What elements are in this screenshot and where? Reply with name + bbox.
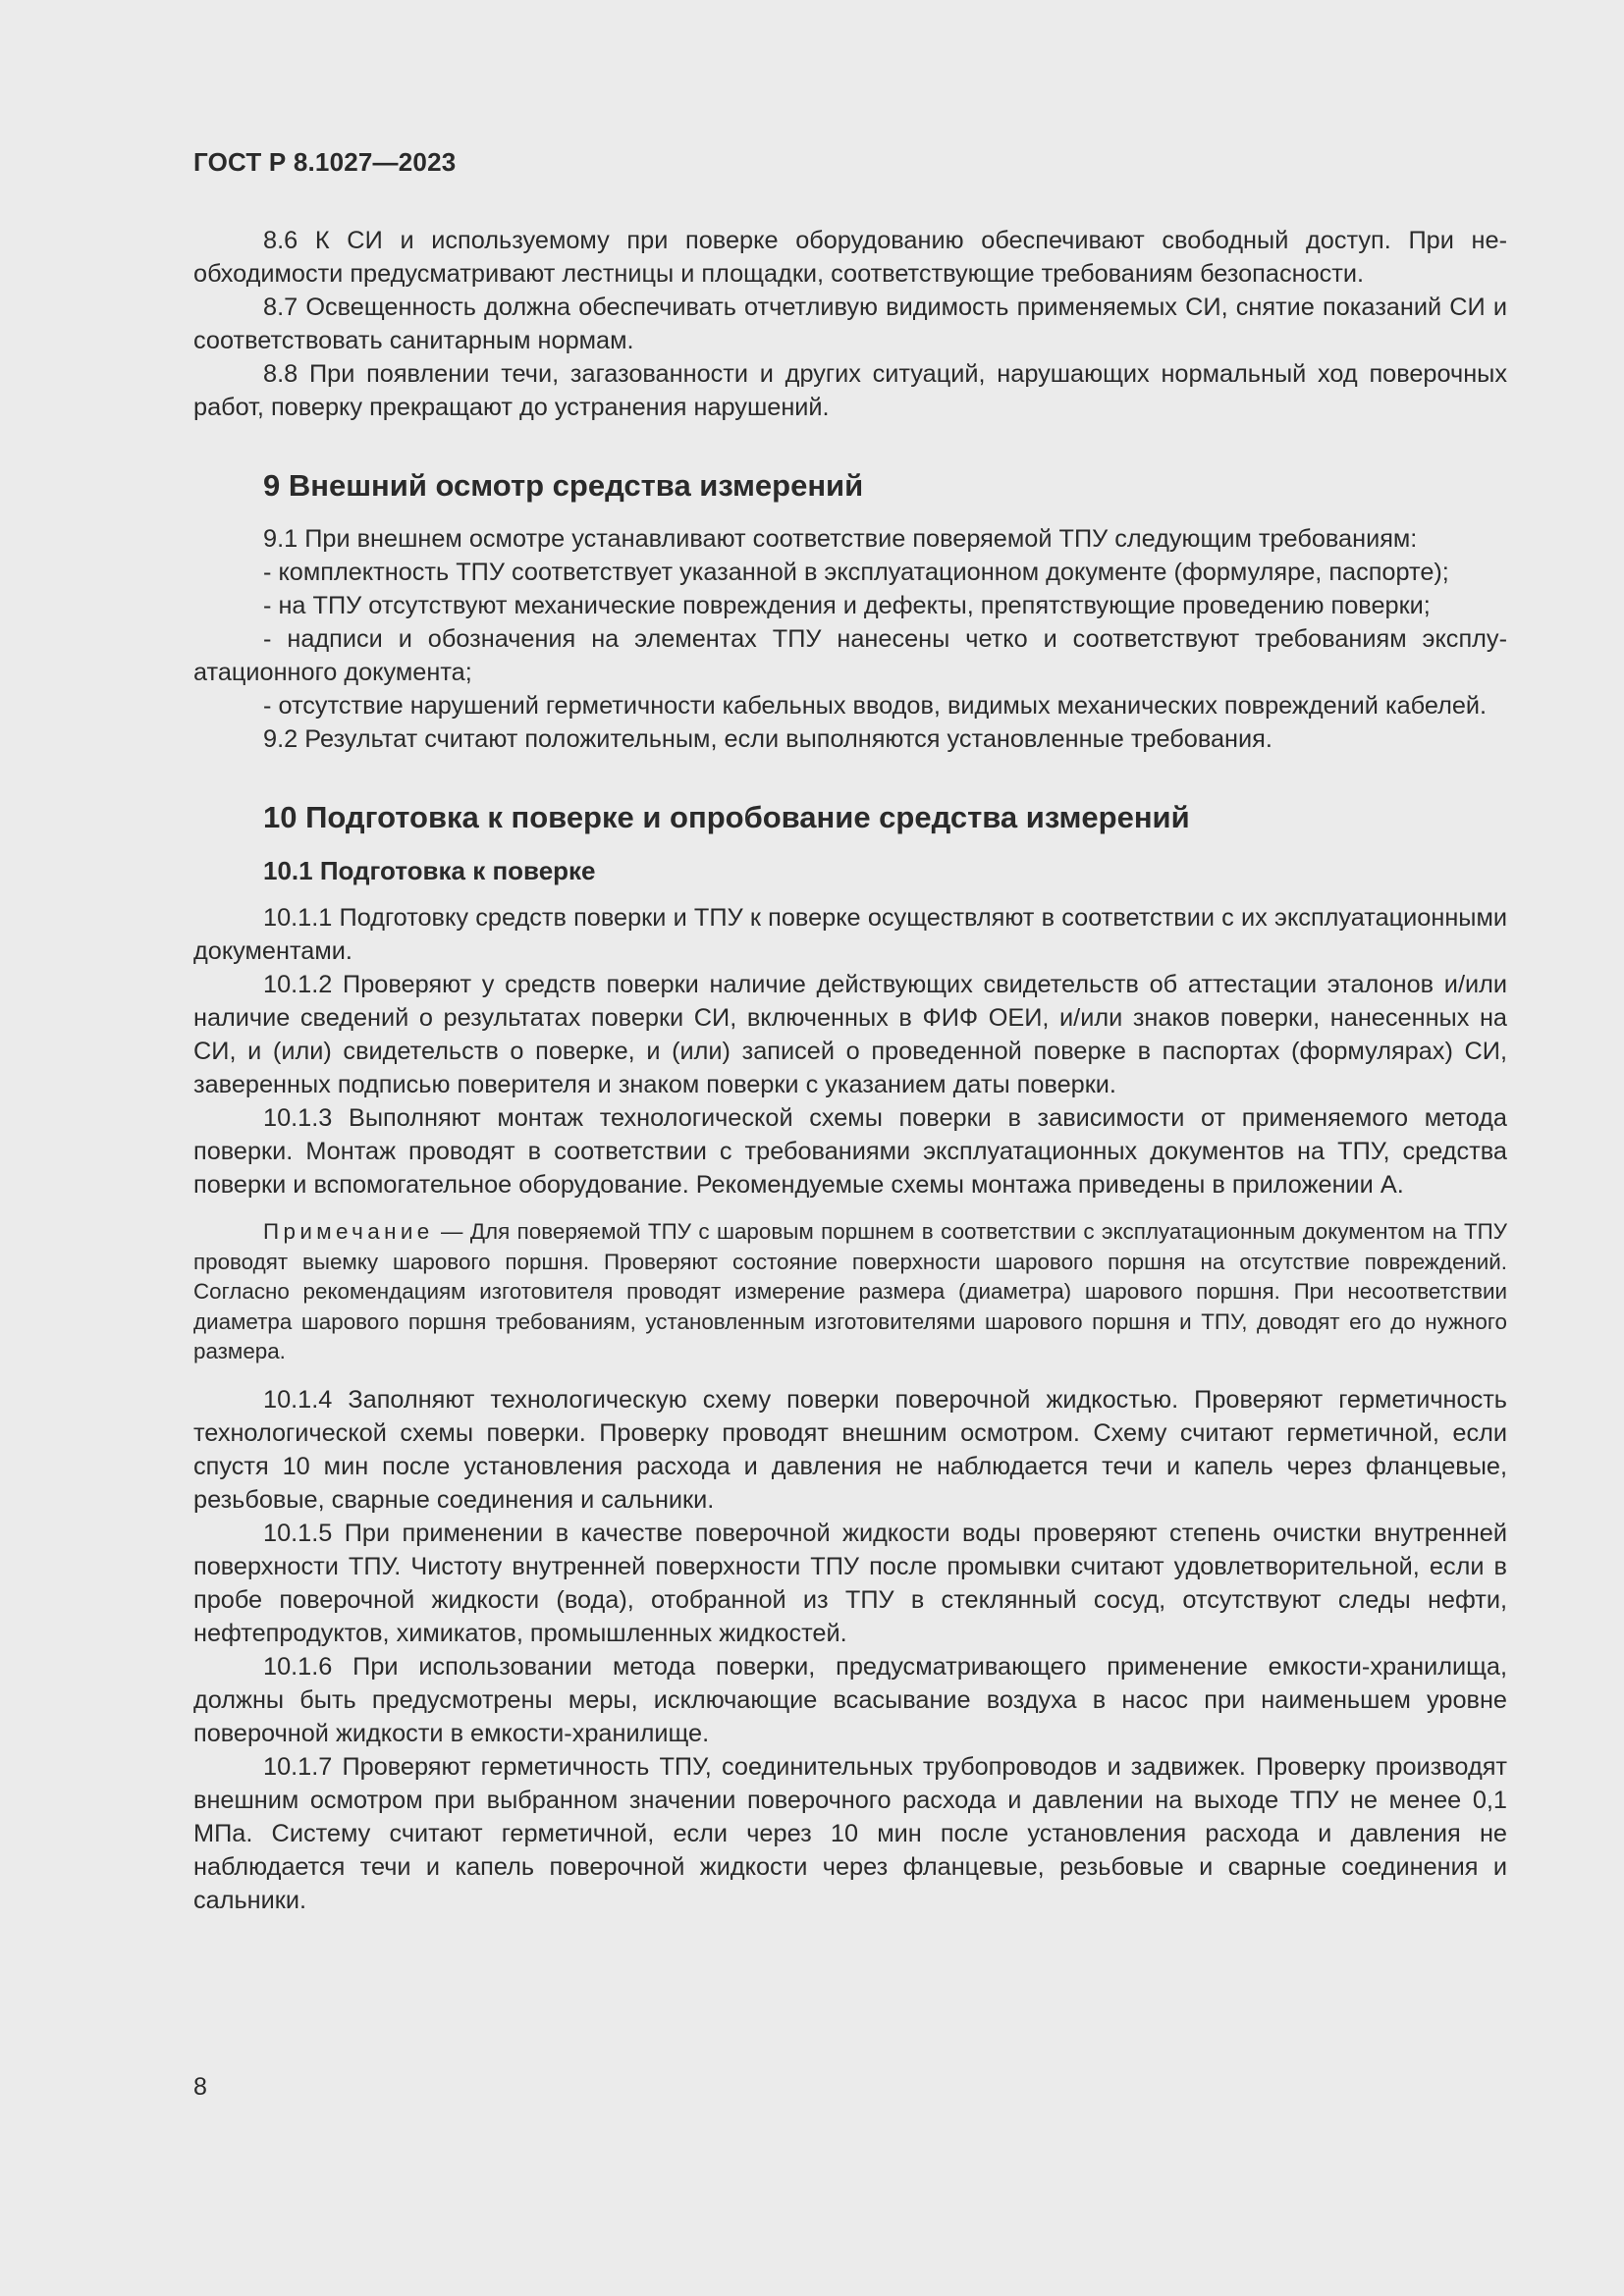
paragraph-10-1-2: 10.1.2 Проверяют у средств поверки наличие действующих свидетельств об аттестации эталонов и/или наличие сведений о результатах поверки СИ, включенных в ФИФ ОЕИ, и/или знаков поверки, нанесенных на СИ, и (или) свидетельств о поверке, и (или) записей о проведенной поверке в паспортах (формулярах) СИ, заверенных подписью поверителя и знаком поверки с указанием даты поверки. xyxy=(193,971,1507,1098)
paragraph-9-1: 9.1 При внешнем осмотре устанавливают соответствие поверяемой ТПУ следующим требованиям: xyxy=(263,525,1418,553)
paragraph-10-1-1: 10.1.1 Подготовку средств поверки и ТПУ к поверке осуществляют в соответствии с их эксплуатационными документами. xyxy=(193,904,1507,965)
list-item-9-1-damage: - на ТПУ отсутствуют механические повреждения и дефекты, препятствующие проведению поверки; xyxy=(263,592,1431,619)
paragraph-10-1-6: 10.1.6 При использовании метода поверки, предусматривающего применение емкости-хранилища, должны быть предусмотрены меры, исключающие всасывание воздуха в насос при наименьшем уровне поверочной жидкости в емкости-хранилище. xyxy=(193,1652,1507,1747)
page-content xyxy=(193,224,1507,1917)
paragraph-10-1-3: 10.1.3 Выполняют монтаж технологической схемы поверки в зависимости от применяемого метода поверки. Монтаж проводят в соответствии с требованиями эксплуатационных документов на ТПУ, средства поверки и вспомогательное оборудование. Рекомендуемые схемы монтажа приведены в приложении А. xyxy=(193,1104,1507,1199)
list-item-9-1-sealing: - отсутствие нарушений герметичности кабельных вводов, видимых механических повреждений кабелей. xyxy=(263,692,1488,720)
running-header-doc-code: ГОСТ Р 8.1027—2023 xyxy=(193,147,457,177)
list-item-9-1-labels: - надписи и обозначения на элементах ТПУ нанесены четко и соответствуют требованиям эксплуатационного документа; xyxy=(193,625,1507,686)
note-label: Примечание xyxy=(263,1219,434,1244)
paragraph-10-1-5: 10.1.5 При применении в качестве поверочной жидкости воды проверяют степень очистки внутренней поверхности ТПУ. Чистоту внутренней поверхности ТПУ после промывки считают удовлетворительной, если в пробе поверочной жидкости (вода), отобранной из ТПУ в стеклянный сосуд, отсутствуют следы нефти, нефтепродуктов, химикатов, промышленных жидкостей. xyxy=(193,1519,1507,1647)
paragraph-8-6: 8.6 К СИ и используемому при поверке оборудованию обеспечивают свободный доступ. При необходимости предусматривают лестницы и площадки, соответствующие требованиям безопасности. xyxy=(193,227,1507,288)
section-heading-10: 10 Подготовка к поверке и опробование средства измерений xyxy=(263,800,1190,834)
paragraph-8-7: 8.7 Освещенность должна обеспечивать отчетливую видимость применяемых СИ, снятие показаний СИ и соответствовать санитарным нормам. xyxy=(193,294,1507,354)
subsection-heading-10-1: 10.1 Подготовка к поверке xyxy=(263,856,596,885)
list-item-9-1-completeness: - комплектность ТПУ соответствует указанной в эксплуатационном документе (формуляре, паспорте); xyxy=(263,559,1449,586)
paragraph-10-1-4: 10.1.4 Заполняют технологическую схему поверки поверочной жидкостью. Проверяют герметичность технологической схемы поверки. Проверку проводят внешним осмотром. Схему считают герметичной, если спустя 10 мин после установления расхода и давления не наблюдается течи и капель через фланцевые, резьбовые, сварные соединения и сальники. xyxy=(193,1385,1507,1514)
page-number: 8 xyxy=(193,2073,207,2101)
note-ball-piston xyxy=(193,1217,1507,1367)
note-text: — Для поверяемой ТПУ с шаровым поршнем в соответствии с эксплуатационным документом на ТПУ проводят выемку шарового поршня. Проверяют состояние поверхности шарового поршня на отсутствие повреждений. Согласно рекомендациям изготовителя проводят измерение размера (диаметра) шарового поршня. При несоответствии диаметра шарового поршня требованиям, установленным изготовителями шарового поршня и ТПУ, доводят его до нужного размера. xyxy=(193,1219,1507,1363)
section-heading-9: 9 Внешний осмотр средства измерений xyxy=(263,468,864,503)
paragraph-10-1-7: 10.1.7 Проверяют герметичность ТПУ, соединительных трубопроводов и задвижек. Проверку производят внешним осмотром при выбранном значении поверочного расхода и давлении на выходе ТПУ не менее 0,1 МПа. Систему считают герметичной, если через 10 мин после установления расхода и давления не наблюдается течи и капель поверочной жидкости через фланцевые, резьбовые и сварные соединения и сальники. xyxy=(193,1752,1507,1914)
paragraph-8-8: 8.8 При появлении течи, загазованности и других ситуаций, нарушающих нормальный ход поверочных работ, поверку прекращают до устранения нарушений. xyxy=(193,360,1507,421)
paragraph-9-2: 9.2 Результат считают положительным, если выполняются установленные требования. xyxy=(263,725,1272,753)
